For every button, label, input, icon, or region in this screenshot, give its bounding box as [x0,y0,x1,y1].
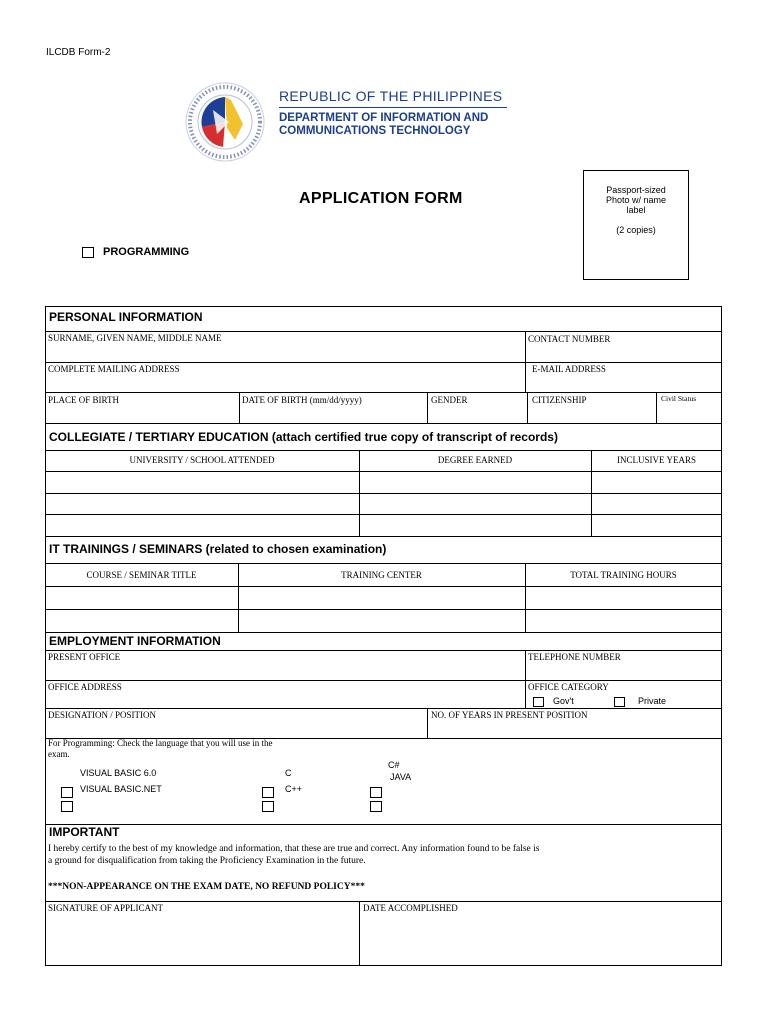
address-label: COMPLETE MAILING ADDRESS [48,364,180,374]
dict-seal-logo [183,80,267,164]
rule [45,493,722,494]
civil-status-label: Civil Status [661,394,697,403]
agency-rule [279,107,507,108]
divider [525,650,526,708]
divider [527,392,528,423]
refund-policy: ***NON-APPEARANCE ON THE EXAM DATE, NO REFUND POLICY*** [48,882,365,892]
agency-dept-line2: COMMUNICATIONS TECHNOLOGY [279,125,471,137]
citizenship-label: CITIZENSHIP [532,395,587,405]
gender-label: GENDER [431,395,468,405]
date-accomplished-label: DATE ACCOMPLISHED [363,903,458,913]
divider [239,392,240,423]
employment-heading: EMPLOYMENT INFORMATION [49,634,221,648]
rule [45,362,722,363]
rule [45,609,722,610]
school-column-header: UNIVERSITY / SCHOOL ATTENDED [129,455,275,465]
govt-checkbox[interactable] [533,697,544,707]
email-label: E-MAIL ADDRESS [532,364,606,374]
private-checkbox[interactable] [614,697,625,707]
photo-text-2: Photo w/ name [605,195,667,205]
degree-column-header: DEGREE EARNED [437,455,513,465]
divider [427,392,428,423]
center-column-header: TRAINING CENTER [341,570,422,580]
c-label: C [285,768,292,778]
java-label: JAVA [390,772,412,782]
name-label: SURNAME, GIVEN NAME, MIDDLE NAME [48,333,222,343]
java-checkbox[interactable] [370,801,382,812]
office-category-label: OFFICE CATEGORY [528,682,609,692]
form-title: APPLICATION FORM [299,190,463,207]
birthplace-label: PLACE OF BIRTH [48,395,119,405]
form-code: ILCDB Form-2 [46,47,111,58]
hours-column-header: TOTAL TRAINING HOURS [570,570,677,580]
vb6-checkbox[interactable] [61,787,73,798]
rule [45,632,722,633]
trainings-heading: IT TRAININGS / SEMINARS (related to chosen examination) [49,542,387,556]
cpp-label: C++ [285,784,303,794]
rule [45,650,722,651]
divider [656,392,657,423]
rule [45,331,722,332]
agency-republic: REPUBLIC OF THE PHILIPPINES [279,88,503,104]
divider [427,708,428,738]
years-column-header: INCLUSIVE YEARS [617,455,696,465]
years-in-position-label: NO. OF YEARS IN PRESENT POSITION [431,710,588,720]
photo-text-3: label [626,205,646,215]
certification-text [48,843,539,867]
csharp-checkbox[interactable] [370,787,382,798]
rule [45,586,722,587]
dob-label: DATE OF BIRTH (mm/dd/yyyy) [242,395,362,405]
rule [45,392,722,393]
instruction-line-1: For Programming: Check the language that you will use in the [48,738,273,748]
vbnet-checkbox[interactable] [61,801,73,812]
certification-line-2: a ground for disqualification from taking the Proficiency Examination in the future. [48,856,366,866]
divider [525,331,526,393]
govt-label: Gov't [553,696,574,706]
photo-box [583,170,689,280]
rule [45,471,722,472]
rule [45,514,722,515]
programming-option [82,246,189,258]
course-column-header: COURSE / SEMINAR TITLE [86,570,197,580]
csharp-label: C# [388,760,400,770]
agency-header [279,88,507,138]
signature-label: SIGNATURE OF APPLICANT [48,903,164,913]
rule [45,901,722,902]
c-checkbox[interactable] [262,787,274,798]
education-heading: COLLEGIATE / TERTIARY EDUCATION (attach certified true copy of transcript of records) [49,430,558,444]
office-address-label: OFFICE ADDRESS [48,682,122,692]
designation-label: DESIGNATION / POSITION [48,710,156,720]
photo-text-1: Passport-sized [606,185,666,195]
vb6-label: VISUAL BASIC 6.0 [80,768,157,778]
personal-heading: PERSONAL INFORMATION [49,310,203,324]
private-label: Private [638,696,667,706]
photo-text-4: (2 copies) [616,225,656,235]
vbnet-label: VISUAL BASIC.NET [80,784,162,794]
rule [45,423,722,424]
cpp-checkbox[interactable] [262,801,274,812]
rule [45,708,722,709]
programming-label: PROGRAMMING [103,246,190,258]
rule [45,680,722,681]
divider [359,901,360,965]
rule [45,824,722,825]
contact-label: CONTACT NUMBER [528,334,611,344]
rule [45,536,722,537]
important-heading: IMPORTANT [49,825,120,839]
rule [45,563,722,564]
telephone-label: TELEPHONE NUMBER [528,652,621,662]
programming-checkbox[interactable] [82,247,94,258]
instruction-line-2: exam. [48,749,70,759]
programming-instruction [48,738,272,760]
office-label: PRESENT OFFICE [48,652,121,662]
agency-dept-line1: DEPARTMENT OF INFORMATION AND [279,112,489,124]
rule [45,450,722,451]
certification-line-1: I hereby certify to the best of my knowledge and information, that these are true and correct. Any information found to be false is [48,844,540,854]
